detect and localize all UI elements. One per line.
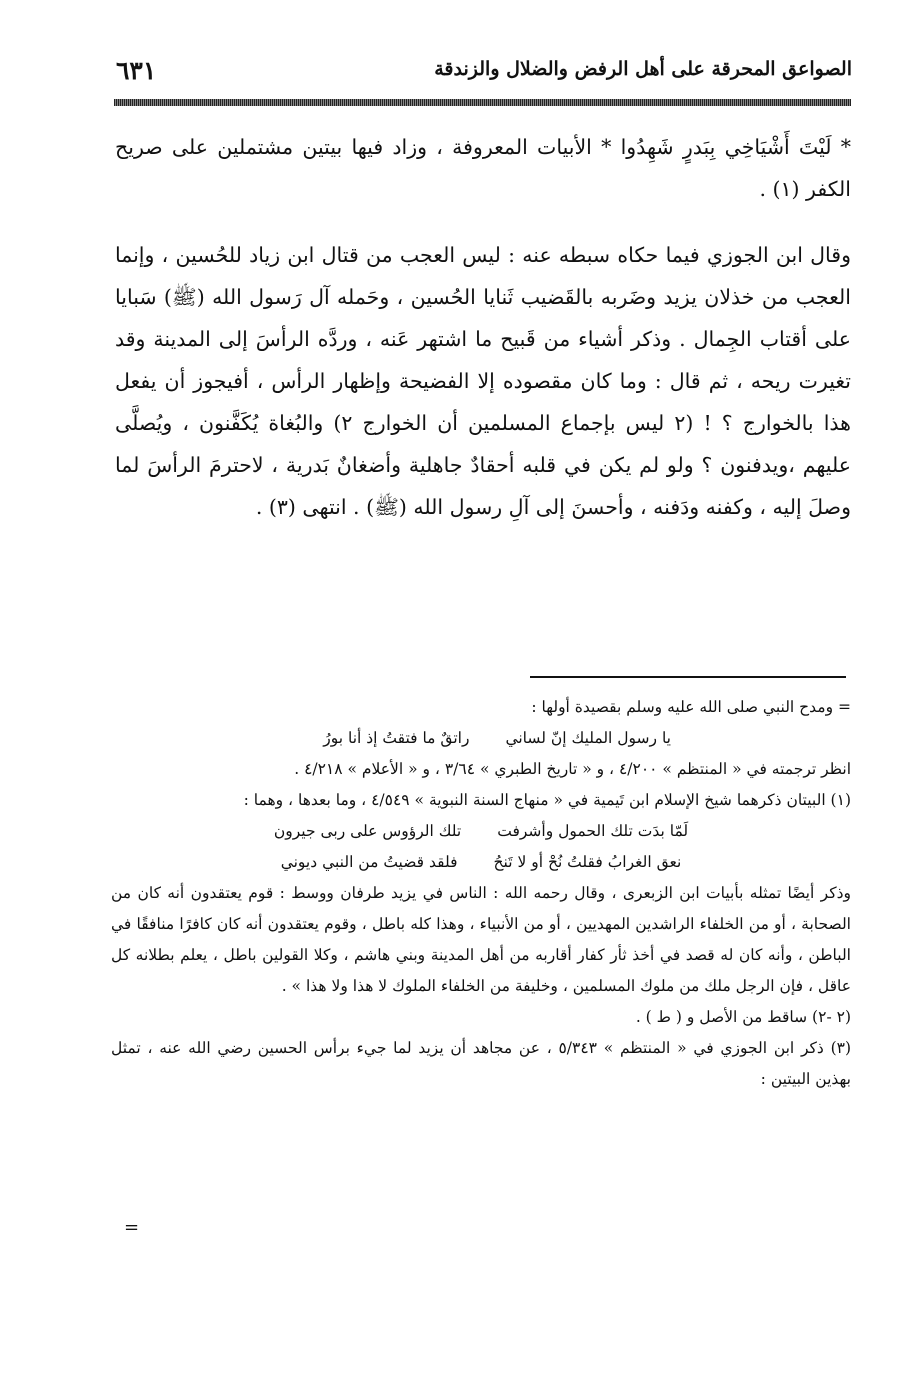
footnotes	[111, 692, 851, 1095]
verse-line	[111, 816, 851, 847]
verse-hemistich-second: فلقد قضيتُ من النبي ديوني	[280, 853, 458, 871]
book-title: الصواعق المحرقة على أهل الرفض والضلال والزندقة	[434, 58, 852, 80]
page-header	[112, 56, 852, 92]
verse-hemistich-first: لَمّا بدَت تلك الحمول وأشرفت	[497, 822, 689, 840]
continuation-mark: =	[124, 1217, 140, 1238]
footnote-references: انظر ترجمته في « المنتظم » ٤/٢٠٠ ، و « تاريخ الطبري » ٣/٦٤ ، و « الأعلام » ٤/٢١٨ .	[294, 760, 851, 778]
footnote-2: (٢ -٢) ساقط من الأصل و ( ط ) .	[635, 1008, 851, 1026]
footnote-1: (١) البيتان ذكرهما شيخ الإسلام ابن تَيمية في « منهاج السنة النبوية » ٤/٥٤٩ ، وما بعدها ، وهما :	[243, 791, 851, 809]
paragraph-2: وقال ابن الجوزي فيما حكاه سبطه عنه : ليس العجب من قتال ابن زياد للحُسين ، وإنما العجب من خذلان يزيد وضَربه بالقَضيب ثَنايا الحُسين ، وحَمله آل رَسول الله (ﷺ) سَبايا على أقتاب الجِمال . وذكر أشياء من قَبيح ما اشتهر عَنه ، وردَّه الرأسَ إلى المدينة وقد تغيرت ريحه ، ثم قال : وما كان مقصوده إلا الفضيحة وإظهار الرأس ، أفيجوز أن يفعل هذا بالخوارج ؟ ! (٢ ليس بإجماع المسلمين أن الخوارج ٢) والبُغاة يُكَفَّنون ، ويُصلَّى عليهم ،ويدفنون ؟ ولو لم يكن في قلبه أحقادٌ جاهلية وأضغانٌ بَدرية ، لاحترمَ الرأسَ لما وصلَ إليه ، وكفنه ودَفنه ، وأحسنَ إلى آلِ رسول الله (ﷺ) . انتهى (٣) .	[115, 243, 851, 519]
verse-hemistich-second: راتقٌ ما فتقتُ إذ أنا بورُ	[323, 729, 470, 747]
verse-line	[111, 847, 851, 878]
verse-hemistich-first: نعق الغرابُ فقلتُ نُحْ أو لا تَنحُ	[493, 853, 682, 871]
footnote-1-continued: وذكر أيضًا تمثله بأبيات ابن الزبعرى ، وقال رحمه الله : الناس في يزيد طرفان ووسط : قوم يعتقدون أنه كان من الصحابة ، أو من الخلفاء الراشدين المهديين ، أو من الأنبياء ، وهذا كله باطل ، وقوم يعتقدون أنه كان كافرًا منافقًا في الباطن ، وأنه كان له قصد في أخذ ثأر كفار أقاربه من أهل المدينة وبني هاشم ، وكلا القولين باطل ، يعلم بطلانه كل عاقل ، فإن الرجل ملك من ملوك المسلمين ، وخليفة من الخلفاء الملوك لا هذا ولا هذا » .	[111, 884, 851, 995]
header-rule	[114, 99, 851, 106]
verse-hemistich-first: يا رسول المليك إنّ لساني	[505, 729, 671, 747]
footnote-3: (٣) ذكر ابن الجوزي في « المنتظم » ٥/٣٤٣ ، عن مجاهد أن يزيد لما جيء برأس الحسين رضي الله عنه ، تمثل بهذين البيتين :	[111, 1039, 852, 1088]
paragraph-1: * لَيْتَ أَشْيَاخِي بِبَدرٍ شَهِدُوا * الأبيات المعروفة ، وزاد فيها بيتين مشتملين على صريح الكفر (١) .	[115, 135, 851, 201]
page-number: ٦٣١	[116, 56, 157, 85]
verse-hemistich-second: تلك الرؤوس على ربى جيرون	[273, 822, 462, 840]
main-text	[115, 126, 851, 528]
footnote-divider	[530, 676, 846, 678]
verse-line	[111, 723, 851, 754]
footnote-continuation: = ومدح النبي صلى الله عليه وسلم بقصيدة أولها :	[531, 698, 851, 716]
